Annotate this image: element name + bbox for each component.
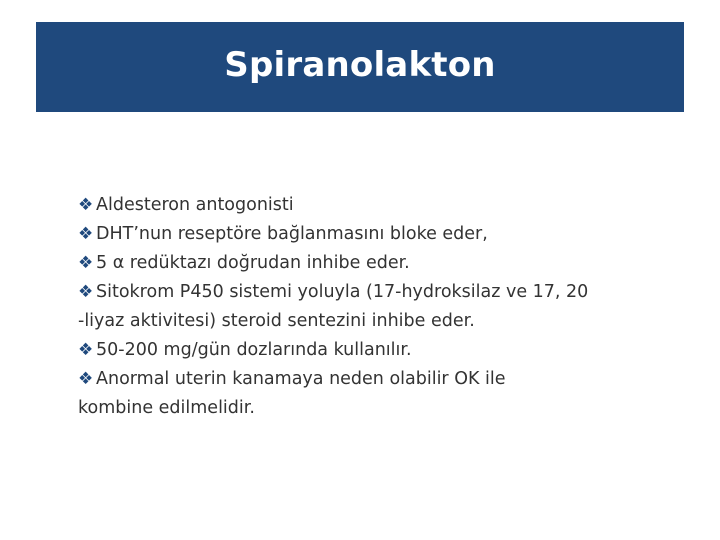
diamond-bullet-icon: ❖ <box>78 224 94 244</box>
bullet-item <box>78 278 678 307</box>
bullet-text: 5 α redüktazı doğrudan inhibe eder. <box>96 253 410 273</box>
bullet-text: Sitokrom P450 sistemi yoluyla (17-hydroksilaz ve 17, 20 <box>96 282 589 302</box>
bullet-text: Aldesteron antogonisti <box>96 195 294 215</box>
diamond-bullet-icon: ❖ <box>78 195 94 215</box>
bullet-item <box>78 220 678 249</box>
bullet-text: 50-200 mg/gün dozlarında kullanılır. <box>96 340 412 360</box>
bullet-continuation: -liyaz aktivitesi) steroid sentezini inhibe eder. <box>78 311 475 331</box>
bullet-continuation: kombine edilmelidir. <box>78 398 255 418</box>
title-bar <box>36 22 684 112</box>
diamond-bullet-icon: ❖ <box>78 369 94 389</box>
bullet-item <box>78 365 678 394</box>
bullet-item <box>78 191 678 220</box>
bullet-text: Anormal uterin kanamaya neden olabilir OK ile <box>96 369 506 389</box>
diamond-bullet-icon: ❖ <box>78 253 94 273</box>
diamond-bullet-icon: ❖ <box>78 340 94 360</box>
bullet-text: DHT’nun reseptöre bağlanmasını bloke eder, <box>96 224 488 244</box>
diamond-bullet-icon: ❖ <box>78 282 94 302</box>
bullet-list <box>78 191 678 423</box>
slide-title: Spiranolakton <box>224 45 496 85</box>
bullet-item <box>78 249 678 278</box>
bullet-item <box>78 336 678 365</box>
